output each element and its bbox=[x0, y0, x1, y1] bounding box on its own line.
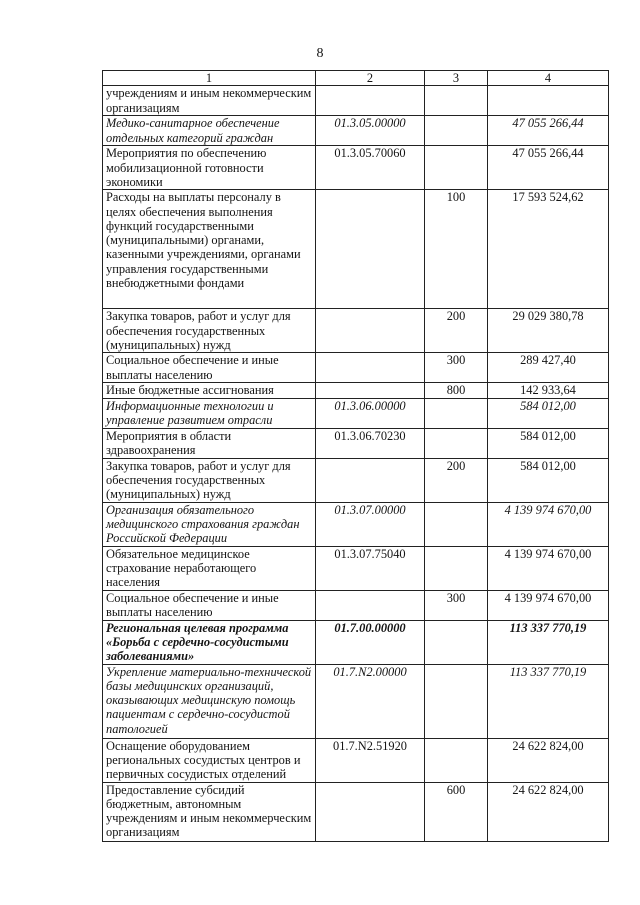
row-code-cell: 01.7.N2.51920 bbox=[316, 738, 425, 782]
row-type-cell bbox=[425, 146, 488, 190]
row-code-cell: 01.3.06.70230 bbox=[316, 428, 425, 458]
row-code-cell bbox=[316, 458, 425, 502]
table-row bbox=[103, 353, 609, 383]
row-code-cell bbox=[316, 86, 425, 116]
row-code-cell bbox=[316, 353, 425, 383]
row-amount-cell bbox=[488, 86, 609, 116]
row-name-cell: учреждениям и иным некоммерческим организациям bbox=[103, 86, 316, 116]
row-name-cell: Укрепление материально-технической базы медицинских организаций, оказывающих медицинскую помощь пациентам с сердечно-сосудистой патологией bbox=[103, 664, 316, 738]
page-number: 8 bbox=[316, 46, 324, 61]
row-name-cell: Мероприятия по обеспечению мобилизационной готовности экономики bbox=[103, 146, 316, 190]
row-type-cell bbox=[425, 116, 488, 146]
row-code-cell: 01.3.05.70060 bbox=[316, 146, 425, 190]
row-name-cell: Мероприятия в области здравоохранения bbox=[103, 428, 316, 458]
row-type-cell: 200 bbox=[425, 309, 488, 353]
table-row bbox=[103, 620, 609, 664]
row-amount-cell: 47 055 266,44 bbox=[488, 116, 609, 146]
row-amount-cell: 113 337 770,19 bbox=[488, 620, 609, 664]
row-code-cell bbox=[316, 190, 425, 309]
row-code-cell bbox=[316, 590, 425, 620]
row-amount-cell: 24 622 824,00 bbox=[488, 738, 609, 782]
table-row bbox=[103, 383, 609, 398]
table-row bbox=[103, 546, 609, 590]
row-name-cell: Обязательное медицинское страхование неработающего населения bbox=[103, 546, 316, 590]
row-code-cell bbox=[316, 309, 425, 353]
row-name-cell: Медико-санитарное обеспечение отдельных категорий граждан bbox=[103, 116, 316, 146]
row-amount-cell: 4 139 974 670,00 bbox=[488, 502, 609, 546]
row-type-cell: 800 bbox=[425, 383, 488, 398]
header-cell-4: 4 bbox=[488, 71, 609, 86]
row-code-cell bbox=[316, 383, 425, 398]
row-name-cell: Иные бюджетные ассигнования bbox=[103, 383, 316, 398]
row-code-cell: 01.7.00.00000 bbox=[316, 620, 425, 664]
row-amount-cell: 142 933,64 bbox=[488, 383, 609, 398]
table-row bbox=[103, 146, 609, 190]
header-cell-2: 2 bbox=[316, 71, 425, 86]
table-row bbox=[103, 664, 609, 738]
row-name-cell: Социальное обеспечение и иные выплаты населению bbox=[103, 590, 316, 620]
table-row bbox=[103, 116, 609, 146]
row-name-cell: Информационные технологии и управление развитием отрасли bbox=[103, 398, 316, 428]
row-type-cell bbox=[425, 428, 488, 458]
table-row bbox=[103, 502, 609, 546]
row-amount-cell: 4 139 974 670,00 bbox=[488, 590, 609, 620]
row-name-cell: Расходы на выплаты персоналу в целях обеспечения выполнения функций государственными (муниципальными) органами, казенными учреждениями, органами управления государственными внебюджетными фондами bbox=[103, 190, 316, 309]
row-amount-cell: 17 593 524,62 bbox=[488, 190, 609, 309]
table-row bbox=[103, 782, 609, 841]
row-amount-cell: 4 139 974 670,00 bbox=[488, 546, 609, 590]
table-row bbox=[103, 458, 609, 502]
row-amount-cell: 289 427,40 bbox=[488, 353, 609, 383]
table-row bbox=[103, 398, 609, 428]
row-code-cell: 01.3.05.00000 bbox=[316, 116, 425, 146]
row-type-cell bbox=[425, 502, 488, 546]
row-amount-cell: 584 012,00 bbox=[488, 428, 609, 458]
row-code-cell: 01.3.07.75040 bbox=[316, 546, 425, 590]
row-name-cell: Оснащение оборудованием региональных сосудистых центров и первичных сосудистых отделений bbox=[103, 738, 316, 782]
row-amount-cell: 47 055 266,44 bbox=[488, 146, 609, 190]
row-type-cell bbox=[425, 664, 488, 738]
table-row bbox=[103, 738, 609, 782]
row-name-cell: Предоставление субсидий бюджетным, автономным учреждениям и иным некоммерческим организациям bbox=[103, 782, 316, 841]
row-amount-cell: 584 012,00 bbox=[488, 458, 609, 502]
row-code-cell: 01.3.07.00000 bbox=[316, 502, 425, 546]
row-code-cell: 01.3.06.00000 bbox=[316, 398, 425, 428]
header-cell-1: 1 bbox=[103, 71, 316, 86]
row-type-cell: 100 bbox=[425, 190, 488, 309]
row-name-cell: Закупка товаров, работ и услуг для обеспечения государственных (муниципальных) нужд bbox=[103, 309, 316, 353]
row-type-cell: 200 bbox=[425, 458, 488, 502]
row-amount-cell: 24 622 824,00 bbox=[488, 782, 609, 841]
row-name-cell: Социальное обеспечение и иные выплаты населению bbox=[103, 353, 316, 383]
table-header-row bbox=[103, 71, 609, 86]
row-type-cell: 300 bbox=[425, 590, 488, 620]
table-row bbox=[103, 190, 609, 309]
row-type-cell bbox=[425, 738, 488, 782]
row-code-cell: 01.7.N2.00000 bbox=[316, 664, 425, 738]
table-row bbox=[103, 309, 609, 353]
row-type-cell: 300 bbox=[425, 353, 488, 383]
table-row bbox=[103, 428, 609, 458]
row-type-cell bbox=[425, 546, 488, 590]
row-name-cell: Организация обязательного медицинского страхования граждан Российской Федерации bbox=[103, 502, 316, 546]
row-type-cell: 600 bbox=[425, 782, 488, 841]
row-name-cell: Региональная целевая программа «Борьба с сердечно-сосудистыми заболеваниями» bbox=[103, 620, 316, 664]
row-amount-cell: 113 337 770,19 bbox=[488, 664, 609, 738]
budget-table bbox=[102, 70, 609, 842]
row-amount-cell: 584 012,00 bbox=[488, 398, 609, 428]
row-type-cell bbox=[425, 398, 488, 428]
row-amount-cell: 29 029 380,78 bbox=[488, 309, 609, 353]
row-type-cell bbox=[425, 86, 488, 116]
row-type-cell bbox=[425, 620, 488, 664]
header-cell-3: 3 bbox=[425, 71, 488, 86]
row-code-cell bbox=[316, 782, 425, 841]
row-name-cell: Закупка товаров, работ и услуг для обеспечения государственных (муниципальных) нужд bbox=[103, 458, 316, 502]
table-row bbox=[103, 86, 609, 116]
table-row bbox=[103, 590, 609, 620]
